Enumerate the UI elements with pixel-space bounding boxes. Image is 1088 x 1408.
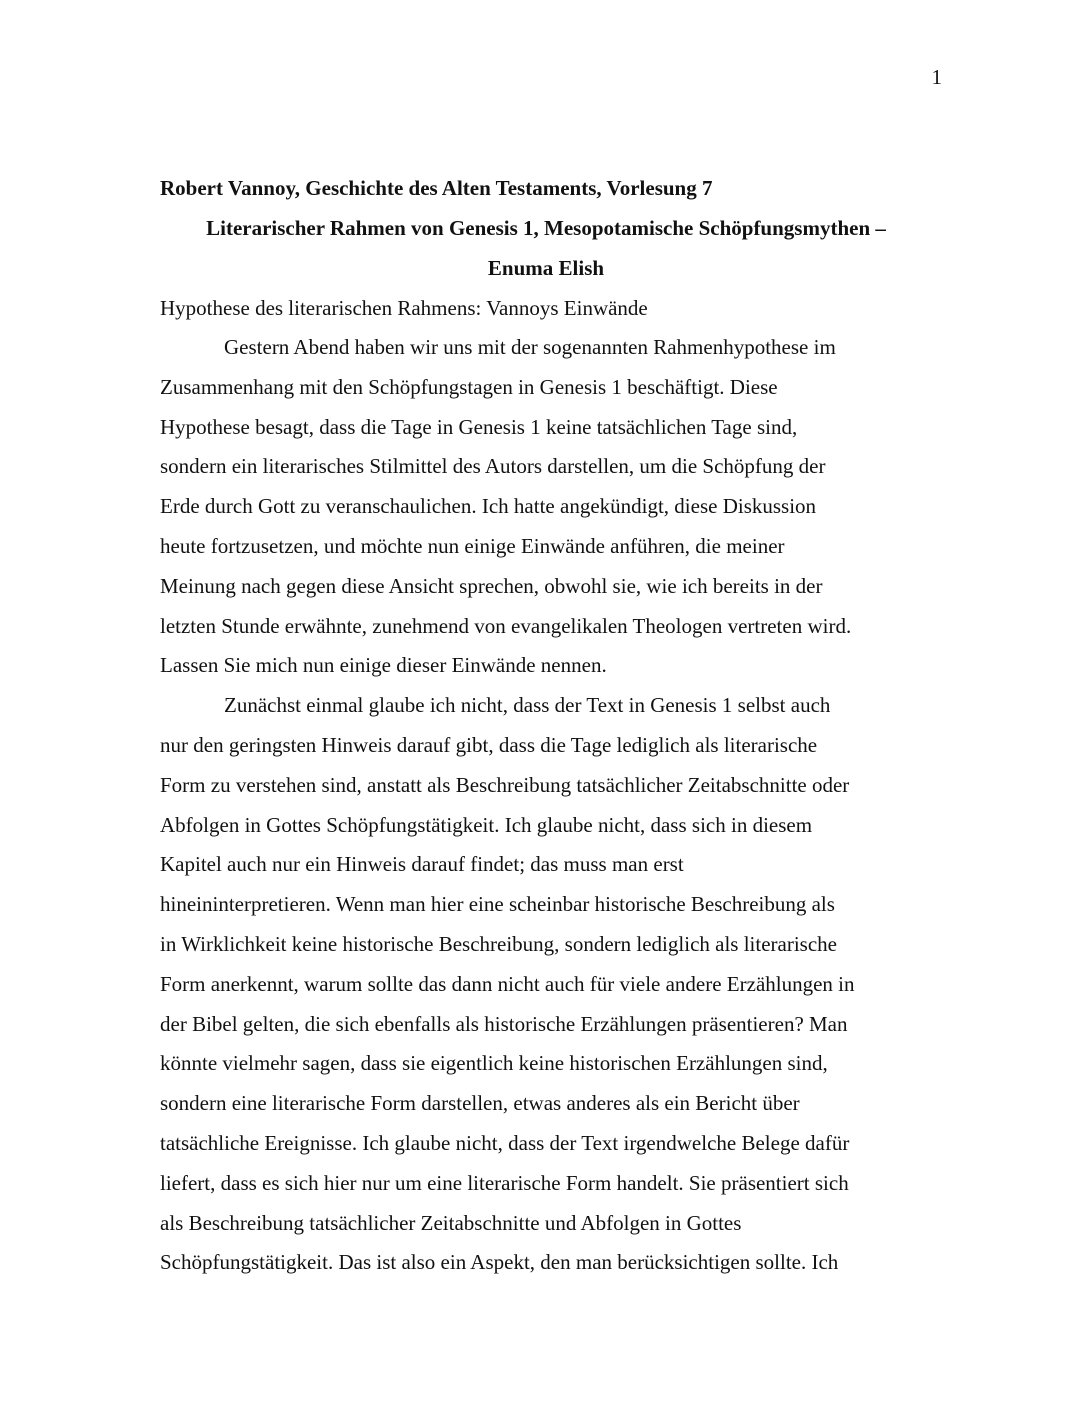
- text-line: Abfolgen in Gottes Schöpfungstätigkeit. Ich glaube nicht, dass sich in diesem: [160, 812, 813, 837]
- text-line: Zusammenhang mit den Schöpfungstagen in Genesis 1 beschäftigt. Diese: [160, 374, 778, 399]
- paragraph-1: [160, 328, 932, 686]
- text-line: sondern ein literarisches Stilmittel des Autors darstellen, um die Schöpfung der: [160, 454, 826, 479]
- text-line: tatsächliche Ereignisse. Ich glaube nicht, dass der Text irgendwelche Belege dafür: [160, 1130, 850, 1155]
- text-line: sondern eine literarische Form darstellen, etwas anderes als ein Bericht über: [160, 1091, 800, 1116]
- text-line: liefert, dass es sich hier nur um eine literarische Form handelt. Sie präsentiert sich: [160, 1170, 849, 1195]
- text-line: Schöpfungstätigkeit. Das ist also ein Aspekt, den man berücksichtigen sollte. Ich: [160, 1250, 839, 1275]
- text-line: in Wirklichkeit keine historische Beschreibung, sondern lediglich als literarische: [160, 931, 837, 956]
- text-line: Hypothese besagt, dass die Tage in Genesis 1 keine tatsächlichen Tage sind,: [160, 414, 798, 439]
- text-line: nur den geringsten Hinweis darauf gibt, dass die Tage lediglich als literarische: [160, 732, 818, 757]
- text-line: könnte vielmehr sagen, dass sie eigentlich keine historischen Erzählungen sind,: [160, 1051, 828, 1076]
- title-line-3: Enuma Elish: [487, 256, 605, 280]
- section-heading: Hypothese des literarischen Rahmens: Vannoys Einwände: [160, 296, 648, 320]
- text-line: Form zu verstehen sind, anstatt als Beschreibung tatsächlicher Zeitabschnitte oder: [160, 772, 850, 797]
- page-number: 1: [931, 65, 942, 89]
- text-line: hineininterpretieren. Wenn man hier eine scheinbar historische Beschreibung als: [160, 892, 835, 917]
- text-line: der Bibel gelten, die sich ebenfalls als historische Erzählungen präsentieren? Man: [160, 1011, 848, 1036]
- document-body: [160, 168, 932, 1283]
- text-line: als Beschreibung tatsächlicher Zeitabschnitte und Abfolgen in Gottes: [160, 1210, 742, 1235]
- title-line-2: Literarischer Rahmen von Genesis 1, Mesopotamische Schöpfungsmythen –: [206, 216, 886, 240]
- text-line: Zunächst einmal glaube ich nicht, dass der Text in Genesis 1 selbst auch: [224, 693, 831, 718]
- title-line-1: Robert Vannoy, Geschichte des Alten Testaments, Vorlesung 7: [160, 176, 713, 200]
- text-line: Kapitel auch nur ein Hinweis darauf findet; das muss man erst: [160, 852, 684, 877]
- text-line: Meinung nach gegen diese Ansicht sprechen, obwohl sie, wie ich bereits in der: [160, 573, 823, 598]
- text-line: letzten Stunde erwähnte, zunehmend von evangelikalen Theologen vertreten wird.: [160, 613, 852, 638]
- text-line: Gestern Abend haben wir uns mit der sogenannten Rahmenhypothese im: [224, 335, 836, 359]
- paragraph-2: [160, 686, 932, 1283]
- text-line: Lassen Sie mich nun einige dieser Einwände nennen.: [160, 653, 607, 678]
- text-line: Erde durch Gott zu veranschaulichen. Ich hatte angekündigt, diese Diskussion: [160, 494, 817, 519]
- text-line: heute fortzusetzen, und möchte nun einige Einwände anführen, die meiner: [160, 533, 785, 558]
- text-line: Form anerkennt, warum sollte das dann nicht auch für viele andere Erzählungen in: [160, 971, 855, 996]
